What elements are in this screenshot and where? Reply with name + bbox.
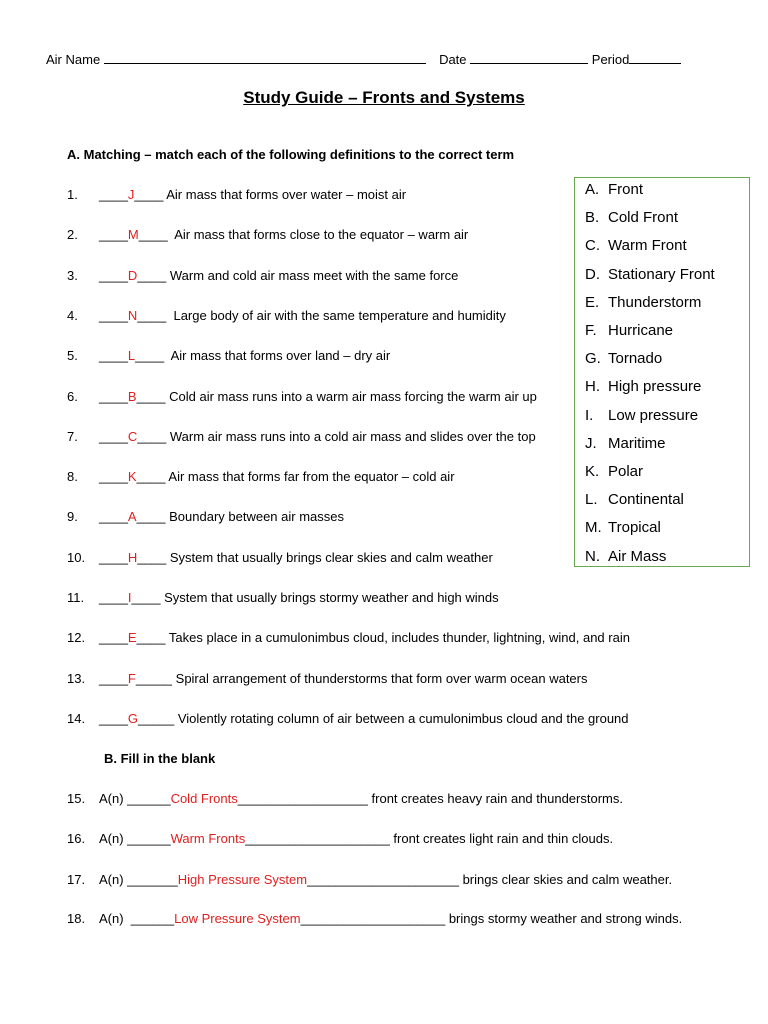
term-name: Stationary Front [608,266,715,283]
fill-in-blank-line: ____________________ [300,911,446,926]
answer-blank-left: ____ [99,671,128,686]
term-item [585,548,666,565]
term-item [585,407,698,424]
term-item [585,463,643,480]
term-letter: I. [585,407,594,424]
question-number: 5. [67,348,78,363]
answer-blank-left: ____ [99,550,128,565]
term-letter: L. [585,491,598,508]
answer-letter[interactable]: I [127,590,132,605]
term-item [585,519,661,536]
question-definition: Spiral arrangement of thunderstorms that form over warm ocean waters [172,671,588,686]
answer-letter[interactable]: E [127,630,137,645]
fill-in-prefix: A(n) _______ [99,872,178,887]
question-number: 4. [67,308,78,323]
question-number: 3. [67,268,78,283]
term-letter: J. [585,435,597,452]
fill-in-answer[interactable]: High Pressure System [177,872,308,887]
term-letter: K. [585,463,600,480]
answer-blank-left: ____ [99,227,128,242]
term-name: Thunderstorm [608,294,702,311]
question-number: 2. [67,227,78,242]
answer-letter[interactable]: K [127,469,137,484]
name-field[interactable] [104,52,426,64]
answer-blank-left: ____ [99,389,128,404]
question-number: 1. [67,187,78,202]
question-number: 17. [67,872,86,887]
term-item [585,435,666,452]
question-definition: Air mass that forms over land – dry air [167,348,391,363]
fill-in-answer[interactable]: Cold Fronts [170,791,238,806]
fill-in-answer[interactable]: Warm Fronts [170,831,246,846]
fill-in-prefix: A(n) ______ [99,791,171,806]
term-item [585,322,673,339]
question-number: 11. [67,590,85,605]
term-item [585,237,687,254]
answer-letter[interactable]: A [127,509,137,524]
answer-blank-left: ____ [99,348,128,363]
answer-blank-left: ____ [99,590,128,605]
question-definition: System that usually brings clear skies and calm weather [166,550,493,565]
question-definition: Boundary between air masses [165,509,344,524]
question-definition: Violently rotating column of air between a cumulonimbus cloud and the ground [174,711,629,726]
term-item [585,266,715,283]
question-definition: Air mass that forms close to the equator – warm air [171,227,469,242]
term-name: Tornado [608,350,663,367]
term-item [585,350,662,367]
terms-box [574,177,750,567]
fill-in-sentence-end: brings clear skies and calm weather. [458,872,673,887]
term-item [585,181,643,198]
term-item [585,491,684,508]
term-letter: B. [585,209,600,226]
answer-blank-left: ____ [99,187,128,202]
term-name: Hurricane [608,322,674,339]
question-number: 15. [67,791,86,806]
answer-letter[interactable]: N [127,308,138,323]
question-number: 18. [67,911,86,926]
fill-in-prefix: A(n) ______ [99,911,175,926]
period-field[interactable] [629,52,681,64]
term-letter: F. [585,322,597,339]
question-number: 10. [67,550,86,565]
matching-question [67,348,390,363]
answer-letter[interactable]: G [127,711,139,726]
section-a-title: A. Matching – match each of the following definitions to the correct term [67,147,515,162]
answer-letter[interactable]: C [127,429,138,444]
fill-in-sentence-end: front creates light rain and thin clouds. [389,831,614,846]
matching-question [67,550,493,565]
fill-in-question [67,872,672,887]
matching-question [67,268,458,283]
matching-question [67,389,537,404]
date-label: Date [439,52,467,67]
question-definition: Large body of air with the same temperature and humidity [169,308,506,323]
name-label: Air Name [46,52,101,67]
answer-letter[interactable]: D [127,268,138,283]
fill-in-question [67,831,613,846]
fill-in-question [67,911,682,926]
answer-blank-left: ____ [99,630,128,645]
question-number: 9. [67,509,78,524]
matching-question [67,711,629,726]
term-name: Front [608,181,644,198]
question-definition: Warm air mass runs into a cold air mass and slides over the top [166,429,536,444]
matching-question [67,227,468,242]
term-name: Warm Front [608,237,687,254]
term-name: Air Mass [608,548,667,565]
fill-in-blank-line: __________________ [237,791,368,806]
fill-in-blank-line: ____________________ [245,831,390,846]
question-number: 16. [67,831,86,846]
matching-question [67,590,499,605]
question-definition: Takes place in a cumulonimbus cloud, includes thunder, lightning, wind, and rain [165,630,630,645]
matching-question [67,469,455,484]
term-item [585,378,701,395]
term-letter: D. [585,266,600,283]
answer-letter[interactable]: M [127,227,139,242]
answer-blank-right: ____ [136,469,166,484]
answer-blank-right: ____ [136,509,166,524]
answer-blank-right: _____ [135,671,173,686]
period-label: Period [591,52,630,67]
fill-in-blank-line: _____________________ [307,872,459,887]
answer-blank-right: ____ [137,550,167,565]
fill-in-answer[interactable]: Low Pressure System [174,911,301,926]
answer-letter[interactable]: L [127,348,136,363]
fill-in-sentence-end: brings stormy weather and strong winds. [445,911,683,926]
matching-question [67,187,406,202]
matching-question [67,509,344,524]
question-number: 7. [67,429,78,444]
student-info-line [46,52,681,67]
answer-blank-right: ____ [136,630,166,645]
fill-in-prefix: A(n) ______ [99,831,171,846]
term-letter: M. [585,519,602,536]
question-definition: System that usually brings stormy weather and high winds [160,590,499,605]
answer-blank-left: ____ [99,509,128,524]
section-b-title: B. Fill in the blank [104,751,216,766]
term-name: Polar [608,463,644,480]
term-letter: G. [585,350,601,367]
answer-blank-left: ____ [99,308,128,323]
term-name: Continental [608,491,684,508]
answer-blank-right: ____ [137,268,167,283]
question-number: 12. [67,630,86,645]
term-letter: C. [585,237,600,254]
answer-letter[interactable]: H [127,550,138,565]
term-name: Maritime [608,435,666,452]
question-number: 6. [67,389,78,404]
answer-blank-right: ____ [137,429,167,444]
fill-in-sentence-end: front creates heavy rain and thunderstorms. [367,791,623,806]
answer-blank-left: ____ [99,469,128,484]
matching-question [67,308,506,323]
matching-question [67,429,536,444]
term-letter: A. [585,181,600,198]
answer-blank-right: ____ [138,227,172,242]
question-definition: Air mass that forms far from the equator – cold air [165,469,455,484]
answer-blank-left: ____ [99,268,128,283]
question-definition: Cold air mass runs into a warm air mass forcing the warm air up [165,389,537,404]
term-letter: E. [585,294,600,311]
answer-blank-left: ____ [99,711,128,726]
answer-blank-right: ____ [134,187,164,202]
question-number: 13. [67,671,86,686]
term-letter: N. [585,548,600,565]
answer-letter[interactable]: J [127,187,135,202]
answer-blank-right: ____ [135,348,168,363]
answer-blank-left: ____ [99,429,128,444]
term-name: Tropical [608,519,661,536]
question-definition: Warm and cold air mass meet with the same force [166,268,459,283]
term-item [585,209,678,226]
term-item [585,294,701,311]
term-name: Low pressure [608,407,699,424]
answer-blank-right: ____ [131,590,161,605]
page-title: Study Guide – Fronts and Systems [243,88,525,107]
answer-blank-right: _____ [138,711,175,726]
question-number: 14. [67,711,86,726]
matching-question [67,630,630,645]
answer-letter[interactable]: F [127,671,136,686]
matching-question [67,671,588,686]
term-letter: H. [585,378,600,395]
term-name: Cold Front [608,209,679,226]
fill-in-question [67,791,623,806]
question-number: 8. [67,469,78,484]
answer-letter[interactable]: B [127,389,137,404]
date-field[interactable] [470,52,588,64]
question-definition: Air mass that forms over water – moist air [163,187,407,202]
answer-blank-right: ____ [136,389,166,404]
term-name: High pressure [608,378,702,395]
answer-blank-right: ____ [137,308,170,323]
